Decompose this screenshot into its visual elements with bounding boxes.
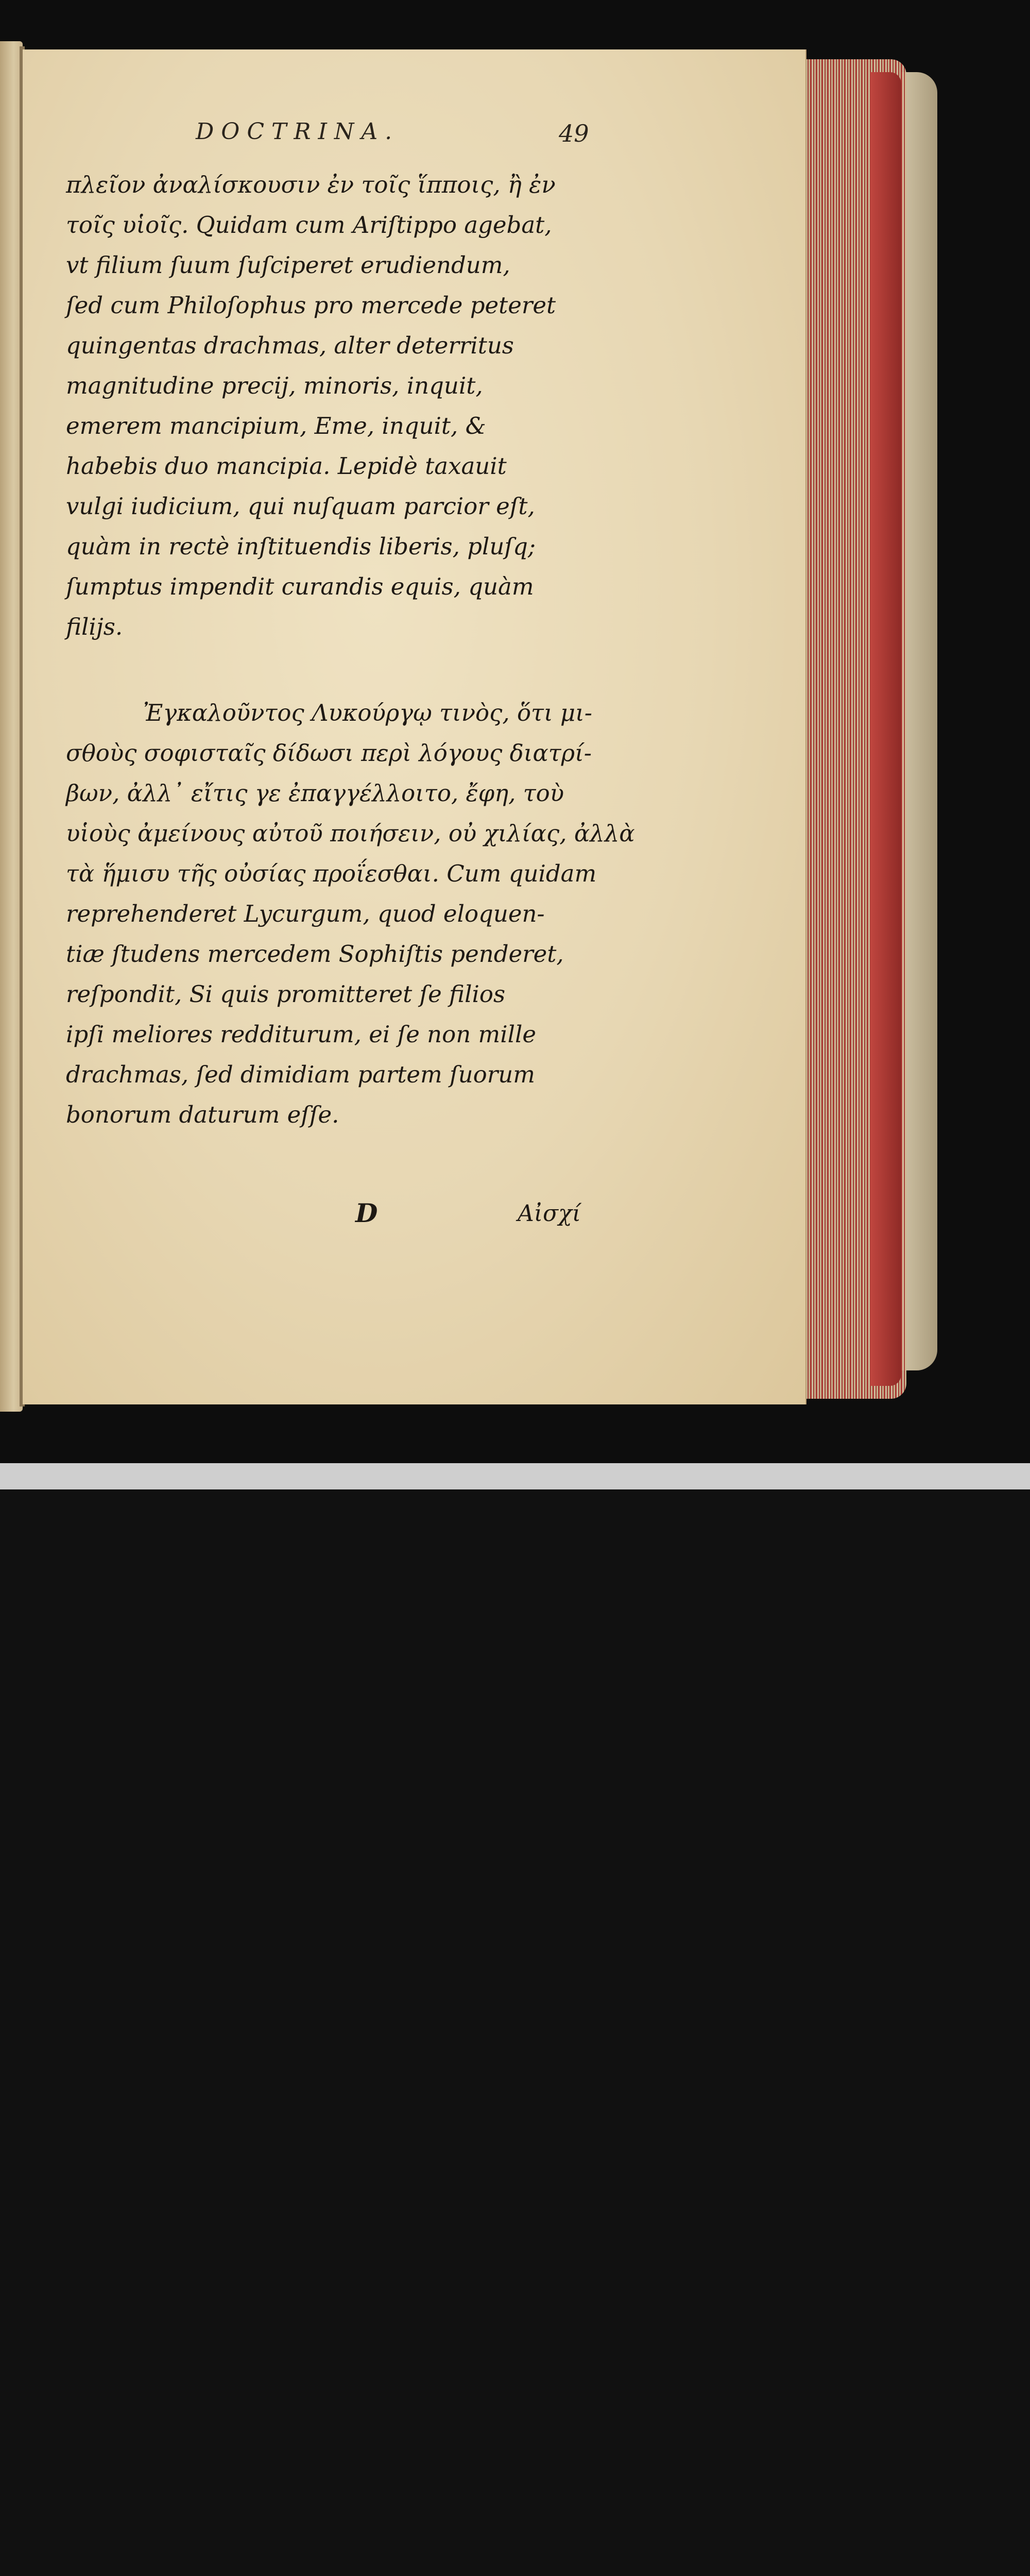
- text-line: drachmas, ſed dimidiam partem ſuorum: [66, 1061, 535, 1088]
- paragraph-2: [66, 693, 635, 1135]
- text-line: βων, ἀλλ᾽ εἴτις γε ἐπαγγέλλοιτο, ἔφη, τοὺ: [66, 779, 564, 807]
- text-line: emerem mancipium, Eme, inquit, &: [66, 412, 486, 439]
- text-line: τὰ ἥμισυ τῆς οὐσίας προΐεσθαι. Cum quidam: [66, 860, 597, 887]
- running-head: DOCTRINA.: [196, 118, 400, 145]
- text-line: ſed cum Philoſophus pro mercede peteret: [66, 292, 556, 319]
- text-line: quingentas drachmas, alter deterritus: [66, 332, 514, 359]
- text-line: reprehenderet Lycurgum, quod eloquen-: [66, 900, 545, 927]
- text-line: quàm in rectè inſtituendis liberis, pluſq;: [66, 533, 536, 560]
- text-line: σθοὺς σοφισταῖς δίδωσι περὶ λόγους διατρί-: [66, 739, 592, 767]
- text-line: Ἐγκαλοῦντος Λυκούργῳ τινὸς, ὅτι μι-: [143, 699, 592, 726]
- text-line: habebis duo mancipia. Lepidè taxauit: [66, 452, 507, 480]
- text-line: vulgi iudicium, qui nuſquam parcior eſt,: [66, 493, 535, 520]
- text-line: υἱοὺς ἀμείνους αὐτοῦ ποιήσειν, οὐ χιλίας, ἀλλὰ: [66, 820, 635, 847]
- text-line: vt filium ſuum ſuſciperet erudiendum,: [66, 251, 510, 279]
- book-cover-edge: [901, 72, 937, 1370]
- text-line: ſumptus impendit curandis equis, quàm: [66, 573, 534, 600]
- signature-mark: D: [355, 1198, 378, 1228]
- catchword: Αἰσχί: [518, 1200, 581, 1227]
- text-line: filijs.: [66, 613, 123, 640]
- red-sprinkled-edge: [870, 72, 901, 1386]
- text-line: magnitudine precij, minoris, inquit,: [66, 372, 483, 399]
- text-line: tiæ ſtudens mercedem Sophiſtis penderet,: [66, 940, 564, 968]
- text-line: τοῖς υἱοῖς. Quidam cum Ariſtippo agebat,: [66, 211, 552, 239]
- paragraph-1: [66, 165, 612, 647]
- text-line: reſpondit, Si quis promitteret ſe filios: [66, 980, 506, 1008]
- text-line: πλεῖον ἀναλίσκουσιν ἐν τοῖς ἵπποις, ἢ ἐν: [66, 171, 556, 198]
- viewer-footer-bar: [0, 1463, 1030, 1489]
- text-line: bonorum daturum eſſe.: [66, 1101, 339, 1128]
- text-line: ipſi meliores redditurum, ei ſe non mille: [66, 1021, 537, 1048]
- page-number: 49: [559, 120, 589, 147]
